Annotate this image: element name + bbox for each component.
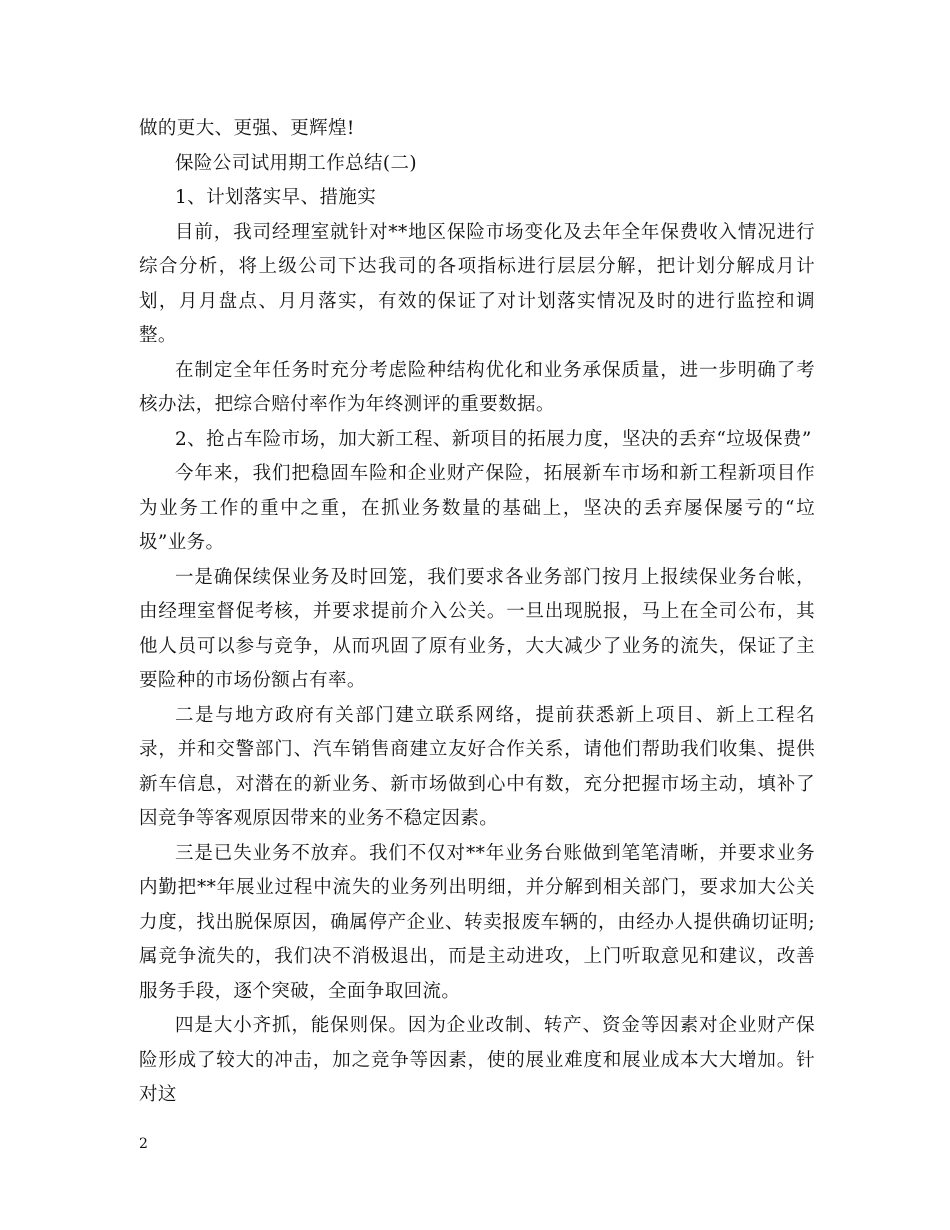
paragraph: 四是大小齐抓，能保则保。因为企业改制、转产、资金等因素对企业财产保险形成了较大的冲击，加之竞争等因素，使的展业难度和展业成本大大增加。针对这 [139,1015,815,1105]
heading-2: 2、抢占车险市场，加大新工程、新项目的拓展力度，坚决的丢弃“垃圾保费” [175,428,812,450]
page-number: 2 [139,1136,148,1152]
paragraph: 二是与地方政府有关部门建立联系网络，提前获悉新上项目、新上工程名录，并和交警部门、汽车销售商建立友好合作关系，请他们帮助我们收集、提供新车信息，对潜在的新业务、新市场做到心中有数，充分把握市场主动，填补了因竞争等客观原因带来的业务不稳定因素。 [139,704,815,829]
document-body [139,112,815,1113]
paragraph: 目前，我司经理室就针对**地区保险市场变化及去年全年保费收入情况进行综合分析，将上级公司下达我司的各项指标进行层层分解，把计划分解成月计划，月月盘点、月月落实，有效的保证了对计划落实情况及时的进行监控和调整。 [139,221,815,346]
paragraph: 今年来，我们把稳固车险和企业财产保险，拓展新车市场和新工程新项目作为业务工作的重中之重，在抓业务数量的基础上，坚决的丢弃屡保屡亏的“垃圾”业务。 [139,463,815,553]
paragraph: 一是确保续保业务及时回笼，我们要求各业务部门按月上报续保业务台帐，由经理室督促考核，并要求提前介入公关。一旦出现脱报，马上在全司公布，其他人员可以参与竞争，从而巩固了原有业务，大大减少了业务的流失，保证了主要险种的市场份额占有率。 [139,566,815,691]
section-title: 保险公司试用期工作总结(二) [175,152,418,174]
heading-1: 1、计划落实早、措施实 [175,187,377,208]
paragraph: 三是已失业务不放弃。我们不仅对**年业务台账做到笔笔清晰，并要求业务内勤把**年展业过程中流失的业务列出明细，并分解到相关部门，要求加大公关力度，找出脱保原因，确属停产企业、转卖报废车辆的，由经办人提供确切证明;属竞争流失的，我们决不消极退出，而是主动进攻，上门听取意见和建议，改善服务手段，逐个突破，全面争取回流。 [139,842,815,1002]
paragraph-continuation: 做的更大、更强、更辉煌! [139,118,355,139]
paragraph: 在制定全年任务时充分考虑险种结构优化和业务承保质量，进一步明确了考核办法，把综合赔付率作为年终测评的重要数据。 [139,359,815,415]
